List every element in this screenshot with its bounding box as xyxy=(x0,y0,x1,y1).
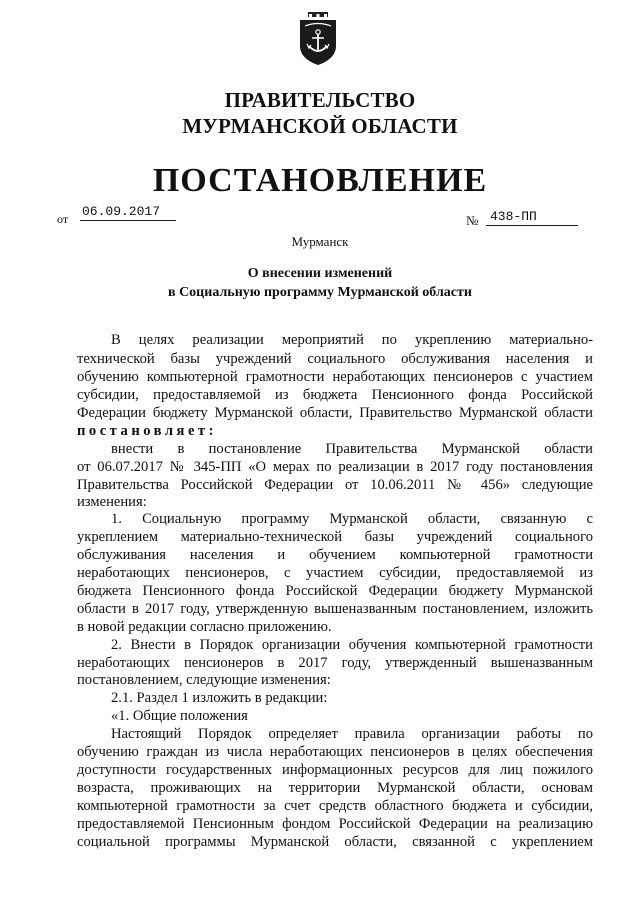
body-line: обслуживания населения и обучением компьютерной грамотности xyxy=(77,547,593,563)
body-line: области в 2017 году, утвержденную вышеназванным постановлением, изложить xyxy=(77,601,593,617)
body-line: обучению граждан из числа неработающих пенсионеров в целях обеспечения xyxy=(77,744,593,760)
body-line: социальной программы Мурманской области, связанной с укреплением xyxy=(77,834,593,850)
body-line: обучению компьютерной грамотности неработающих пенсионеров с участием xyxy=(77,369,593,385)
body-line: постановлением, следующие изменения: xyxy=(77,672,331,688)
document-number: 438-ПП xyxy=(486,209,578,226)
government-title: ПРАВИТЕЛЬСТВО xyxy=(224,88,416,112)
document-date: 06.09.2017 xyxy=(80,204,176,221)
body-line-resolves: постановляет: xyxy=(77,423,217,439)
body-line: внести в постановление Правительства Мурманской области xyxy=(111,441,593,457)
body-line: доступности государственных информационных ресурсов для лиц пожилого xyxy=(77,762,593,778)
date-label: от xyxy=(57,212,69,226)
body-line: Правительства Российской Федерации от 10.06.2011 № 456» следующие xyxy=(77,477,593,493)
document-type-title: ПОСТАНОВЛЕНИЕ xyxy=(152,162,488,199)
city-name: Мурманск xyxy=(291,234,349,249)
subject-line-2: в Социальную программу Мурманской области xyxy=(168,285,472,300)
body-line: бюджета Пенсионного фонда Российской Федерации бюджету Мурманской xyxy=(77,583,593,599)
body-line: 1. Социальную программу Мурманской области, связанную с xyxy=(111,511,593,527)
body-line: 2. Внести в Порядок организации обучения компьютерной грамотности xyxy=(111,637,593,653)
body-line: изменения: xyxy=(77,494,147,510)
murmansk-coat-of-arms-icon xyxy=(296,12,340,66)
body-line: Федерации бюджету Мурманской области, Правительство Мурманской области xyxy=(77,405,593,421)
body-line: компьютерной грамотности за счет средств областного бюджета и субсидии, xyxy=(77,798,593,814)
body-line: возраста, проживающих на территории Мурманской области, основам xyxy=(77,780,593,796)
body-line: неработающих пенсионеров в 2017 году, утвержденный вышеназванным xyxy=(77,655,593,671)
body-line: субсидии, предоставляемой из бюджета Пенсионного фонда Российской xyxy=(77,387,593,403)
number-label: № xyxy=(466,213,479,228)
body-line: укреплением материально-технической базы учреждений социального xyxy=(77,529,593,545)
body-line: от 06.07.2017 № 345-ПП «О мерах по реализации в 2017 году постановления xyxy=(77,459,593,475)
body-line: в новой редакции согласно приложению. xyxy=(77,619,332,635)
body-line: неработающих пенсионеров, с участием субсидии, предоставляемой из xyxy=(77,565,593,581)
body-line: «1. Общие положения xyxy=(111,708,248,724)
body-line: 2.1. Раздел 1 изложить в редакции: xyxy=(111,690,328,706)
region-title: МУРМАНСКОЙ ОБЛАСТИ xyxy=(182,114,458,138)
body-line: технической базы учреждений социального обслуживания населения и xyxy=(77,351,593,367)
body-line: Настоящий Порядок определяет правила организации работы по xyxy=(111,726,593,742)
subject-line-1: О внесении изменений xyxy=(247,266,393,281)
body-line: В целях реализации мероприятий по укреплению материально- xyxy=(111,332,593,348)
body-line: предоставляемой Пенсионным фондом Российской Федерации на реализацию xyxy=(77,816,593,832)
